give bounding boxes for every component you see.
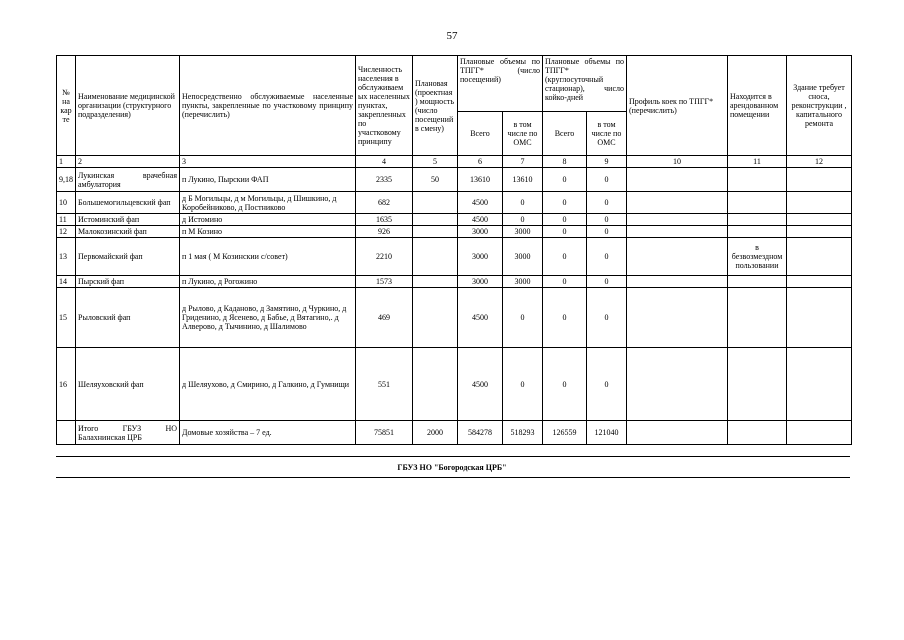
cell-capacity: 50: [413, 168, 458, 192]
facilities-table: [56, 55, 852, 445]
cell-rented: [728, 226, 787, 238]
cell-beddays-oms: 0: [587, 214, 627, 226]
cell-capacity: [413, 238, 458, 276]
cell-profile: [627, 238, 728, 276]
cell-beddays: 0: [543, 276, 587, 288]
cell-rented: [728, 192, 787, 214]
cell-capacity: [413, 276, 458, 288]
cell-rented: [728, 276, 787, 288]
cell-rented: [728, 168, 787, 192]
col-number: 12: [787, 156, 852, 168]
cell-profile: [627, 288, 728, 348]
table-row: [57, 276, 852, 288]
cell-beddays: 126559: [543, 421, 587, 445]
cell-name: Пырский фап: [76, 276, 180, 288]
header-num: № на кар те: [57, 56, 76, 156]
cell-settlements: п М Козино: [180, 226, 356, 238]
col-number: 1: [57, 156, 76, 168]
table-row: [57, 226, 852, 238]
cell-visits: 4500: [458, 288, 503, 348]
header-beddays-oms: в том числе по ОМС: [587, 112, 627, 156]
cell-visits-oms: 0: [503, 214, 543, 226]
cell-rented: [728, 348, 787, 421]
cell-visits-oms: 3000: [503, 276, 543, 288]
cell-visits-oms: 3000: [503, 238, 543, 276]
cell-visits-oms: 0: [503, 192, 543, 214]
table-row: [57, 192, 852, 214]
cell-rented: [728, 214, 787, 226]
cell-beddays-oms: 0: [587, 238, 627, 276]
cell-name: Итого ГБУЗ НО Балахнинская ЦРБ: [76, 421, 180, 445]
cell-num: 15: [57, 288, 76, 348]
header-beddays-total: Всего: [543, 112, 587, 156]
cell-num: 13: [57, 238, 76, 276]
cell-settlements: Домовые хозяйства – 7 ед.: [180, 421, 356, 445]
cell-demolition: [787, 288, 852, 348]
cell-demolition: [787, 238, 852, 276]
cell-num: 12: [57, 226, 76, 238]
cell-demolition: [787, 168, 852, 192]
page-number: 57: [446, 30, 458, 42]
cell-capacity: [413, 192, 458, 214]
cell-beddays: 0: [543, 348, 587, 421]
cell-capacity: [413, 226, 458, 238]
col-number: 7: [503, 156, 543, 168]
cell-visits: 3000: [458, 226, 503, 238]
cell-profile: [627, 226, 728, 238]
cell-name: Малокозинский фап: [76, 226, 180, 238]
col-number: 4: [356, 156, 413, 168]
cell-population: 926: [356, 226, 413, 238]
cell-visits-oms: 518293: [503, 421, 543, 445]
cell-num: 14: [57, 276, 76, 288]
header-settlements: Непосредственно обслуживаемые населенные пункты, закрепленные по участковому принципу (перечислить): [180, 56, 356, 156]
cell-settlements: д Б Могильцы, д м Могильцы, д Шишкино, д Коробейниково, д Постниково: [180, 192, 356, 214]
cell-visits-oms: 0: [503, 348, 543, 421]
cell-visits: 13610: [458, 168, 503, 192]
header-capacity: Плановая (проектная ) мощность (число посещений в смену): [413, 56, 458, 156]
cell-settlements: д Шеляухово, д Смирино, д Галкино, д Гумнищи: [180, 348, 356, 421]
cell-settlements: п 1 мая ( М Козинскии с/совет): [180, 238, 356, 276]
cell-visits: 3000: [458, 276, 503, 288]
cell-capacity: [413, 214, 458, 226]
cell-beddays: 0: [543, 168, 587, 192]
cell-capacity: [413, 288, 458, 348]
cell-profile: [627, 421, 728, 445]
cell-visits: 4500: [458, 214, 503, 226]
header-bed-profile: Профиль коек по ТПГГ* (перечислить): [627, 56, 728, 156]
cell-beddays-oms: 0: [587, 276, 627, 288]
header-rented: Находится в арендованном помещении: [728, 56, 787, 156]
cell-beddays: 0: [543, 226, 587, 238]
cell-profile: [627, 348, 728, 421]
header-planned-visits: Плановые объемы по ТПГГ* (число посещений): [458, 56, 543, 112]
cell-population: 1635: [356, 214, 413, 226]
cell-visits: 4500: [458, 348, 503, 421]
cell-profile: [627, 276, 728, 288]
col-number: 3: [180, 156, 356, 168]
cell-num: 10: [57, 192, 76, 214]
cell-beddays-oms: 0: [587, 348, 627, 421]
cell-beddays-oms: 121040: [587, 421, 627, 445]
col-number: 5: [413, 156, 458, 168]
cell-population: 2335: [356, 168, 413, 192]
cell-beddays: 0: [543, 214, 587, 226]
cell-visits: 3000: [458, 238, 503, 276]
cell-profile: [627, 192, 728, 214]
divider-line: [56, 456, 850, 457]
cell-demolition: [787, 421, 852, 445]
cell-rented: [728, 421, 787, 445]
cell-visits-oms: 13610: [503, 168, 543, 192]
cell-population: 2210: [356, 238, 413, 276]
cell-settlements: п Лукино, Пырскии ФАП: [180, 168, 356, 192]
table-row-total: [57, 421, 852, 445]
table-row: [57, 238, 852, 276]
cell-demolition: [787, 276, 852, 288]
table-row: [57, 348, 852, 421]
cell-beddays-oms: 0: [587, 192, 627, 214]
cell-num: 9,18: [57, 168, 76, 192]
header-name: Наименование медицинской организации (структурного подразделения): [76, 56, 180, 156]
cell-name: Шеляуховский фап: [76, 348, 180, 421]
cell-settlements: д Истомино: [180, 214, 356, 226]
cell-population: 682: [356, 192, 413, 214]
col-number: 9: [587, 156, 627, 168]
cell-demolition: [787, 348, 852, 421]
cell-visits: 4500: [458, 192, 503, 214]
cell-visits-oms: 0: [503, 288, 543, 348]
cell-name: Лукинская врачебная амбулатория: [76, 168, 180, 192]
header-planned-beddays: Плановые объемы по ТПГГ* (круглосуточный стационар), число койко-дней: [543, 56, 627, 112]
col-number: 6: [458, 156, 503, 168]
col-number: 10: [627, 156, 728, 168]
cell-population: 469: [356, 288, 413, 348]
cell-name: Рыловский фап: [76, 288, 180, 348]
cell-settlements: п Лукино, д Рогожино: [180, 276, 356, 288]
cell-name: Первомайский фап: [76, 238, 180, 276]
divider-line: [56, 477, 850, 478]
cell-beddays-oms: 0: [587, 288, 627, 348]
cell-beddays: 0: [543, 288, 587, 348]
cell-num: 11: [57, 214, 76, 226]
cell-population: 551: [356, 348, 413, 421]
col-number: 11: [728, 156, 787, 168]
cell-beddays-oms: 0: [587, 168, 627, 192]
cell-rented: [728, 288, 787, 348]
cell-demolition: [787, 214, 852, 226]
header-demolition: Здание требует сноса, реконструкции , капитального ремонта: [787, 56, 852, 156]
header-visits-oms: в том числе по ОМС: [503, 112, 543, 156]
cell-capacity: [413, 348, 458, 421]
cell-capacity: 2000: [413, 421, 458, 445]
header-visits-total: Всего: [458, 112, 503, 156]
cell-demolition: [787, 226, 852, 238]
table-row: [57, 214, 852, 226]
cell-name: Истоминский фап: [76, 214, 180, 226]
cell-population: 1573: [356, 276, 413, 288]
table-row: [57, 288, 852, 348]
cell-beddays: 0: [543, 192, 587, 214]
header-population: Численность населения в обслуживаем ых населенных пунктах, закрепленных по участковому принципу: [356, 56, 413, 156]
col-number: 2: [76, 156, 180, 168]
cell-demolition: [787, 192, 852, 214]
cell-rented: в безвозмездном пользовании: [728, 238, 787, 276]
cell-name: Большемогильцевский фап: [76, 192, 180, 214]
section-title: ГБУЗ НО "Богородская ЦРБ": [397, 463, 507, 472]
cell-visits-oms: 3000: [503, 226, 543, 238]
col-number: 8: [543, 156, 587, 168]
table-row: [57, 168, 852, 192]
cell-visits: 584278: [458, 421, 503, 445]
cell-settlements: д Рылово, д Каданово, д Замятино, д Чуркино, д Гриденино, д Ясенево, д Бабье, д Вятагино,. д Алверово, д Тычинино, д Шалимово: [180, 288, 356, 348]
cell-num: [57, 421, 76, 445]
cell-beddays-oms: 0: [587, 226, 627, 238]
cell-profile: [627, 168, 728, 192]
cell-population: 75851: [356, 421, 413, 445]
cell-profile: [627, 214, 728, 226]
cell-num: 16: [57, 348, 76, 421]
cell-beddays: 0: [543, 238, 587, 276]
